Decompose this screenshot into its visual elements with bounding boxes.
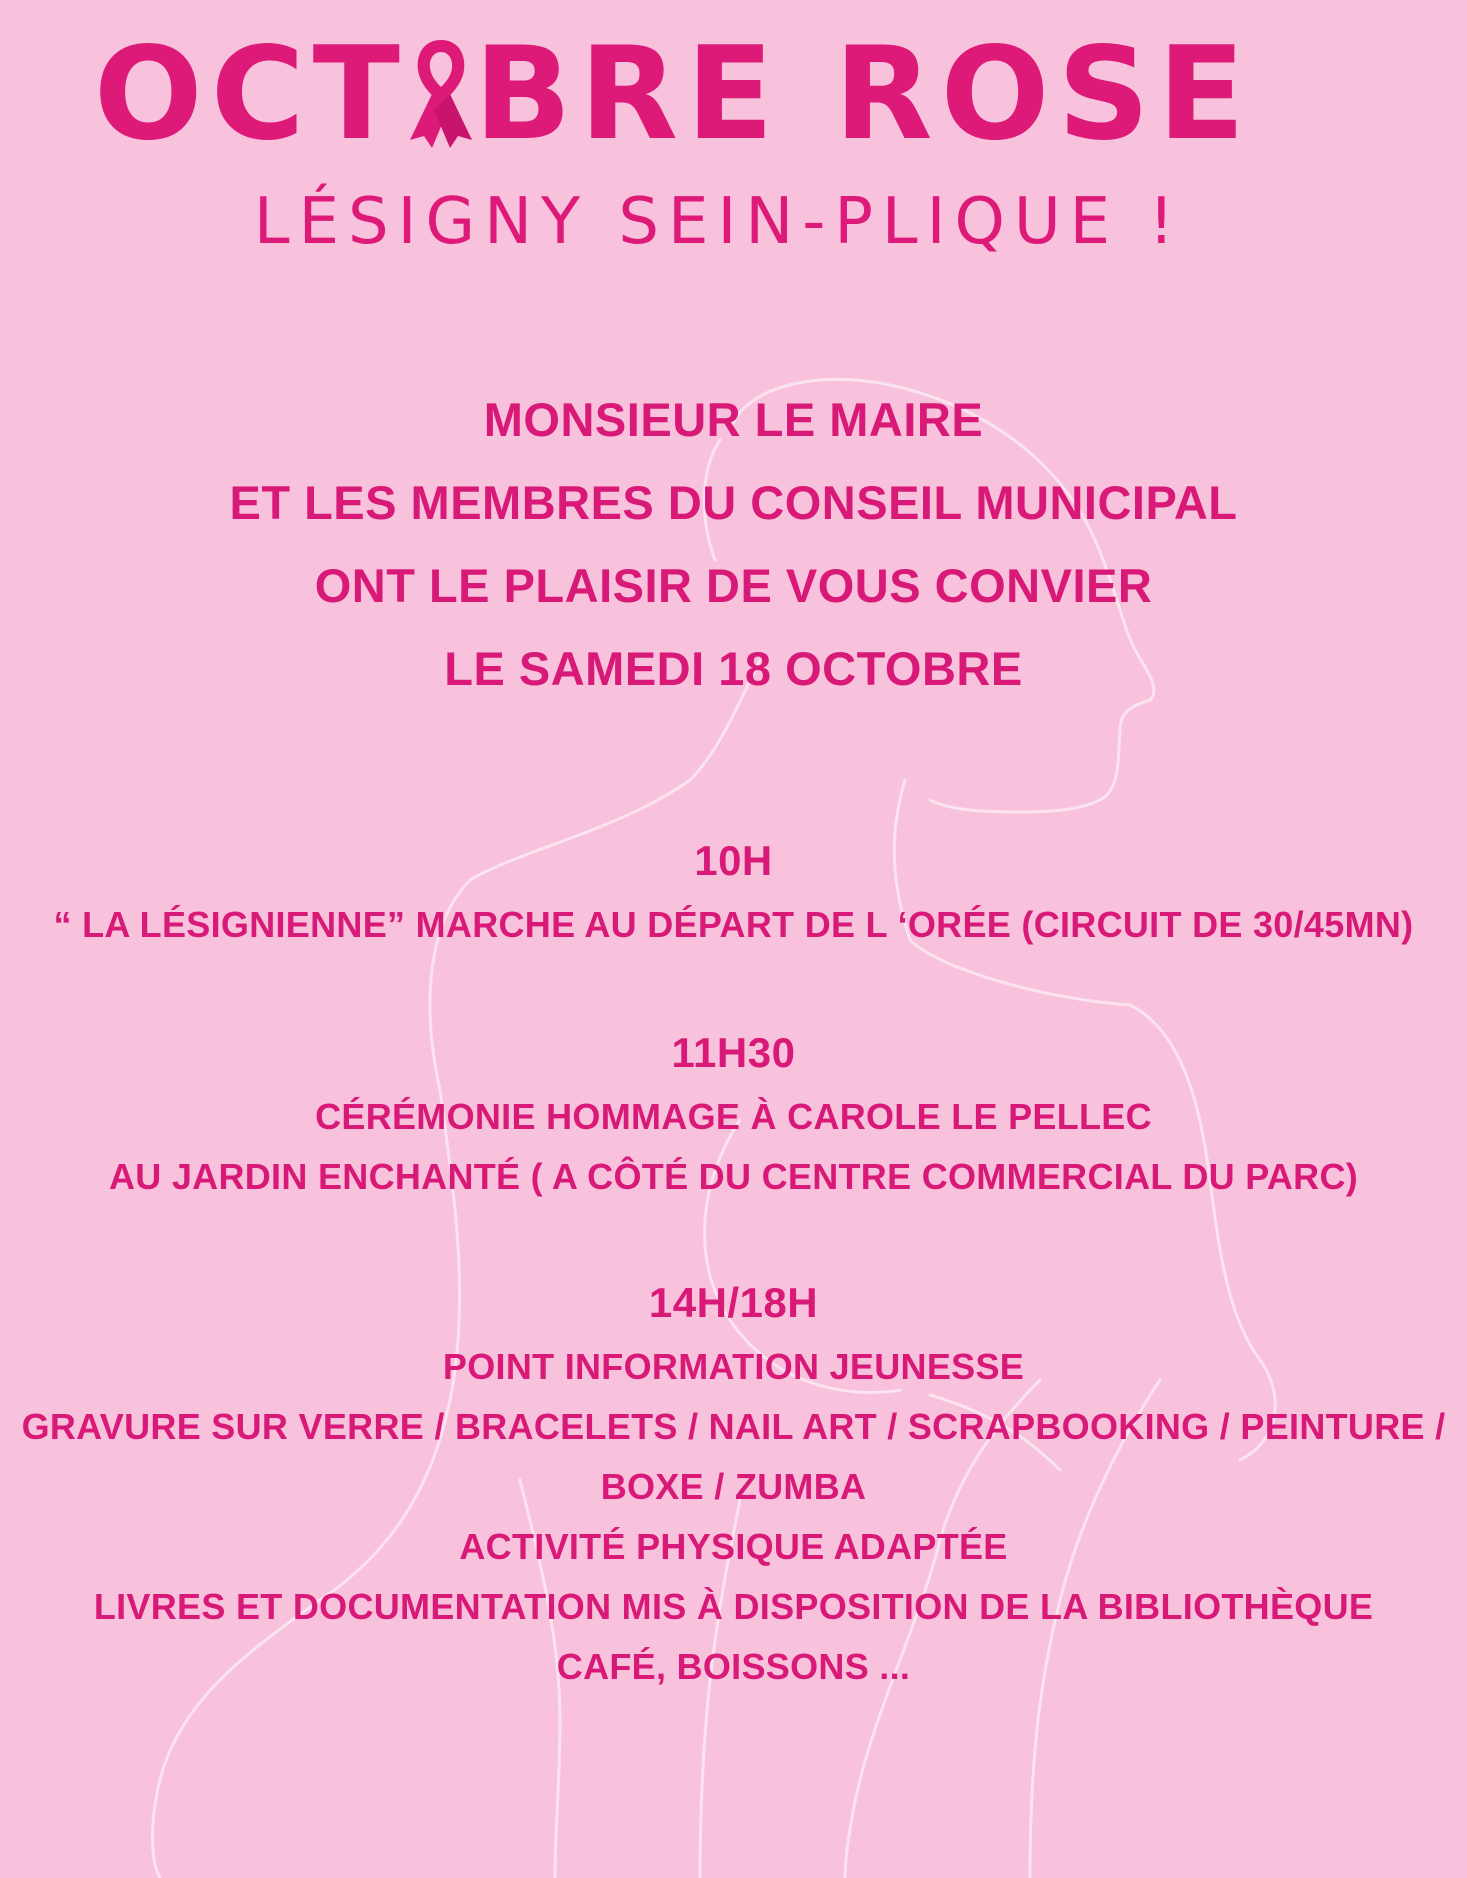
schedule-line: AU JARDIN ENCHANTÉ ( A CÔTÉ DU CENTRE COMMERCIAL DU PARC) xyxy=(108,1156,1359,1197)
schedule-line: ACTIVITÉ PHYSIQUE ADAPTÉE xyxy=(459,1526,1008,1567)
header xyxy=(0,20,1467,262)
schedule-line: BOXE / ZUMBA xyxy=(600,1466,867,1507)
invitation-line: LE SAMEDI 18 OCTOBRE xyxy=(444,642,1023,695)
schedule-line: POINT INFORMATION JEUNESSE xyxy=(442,1346,1025,1387)
title-part1: OCT xyxy=(93,20,408,169)
invitation-line: ET LES MEMBRES DU CONSEIL MUNICIPAL xyxy=(229,476,1238,529)
schedule-time: 10H xyxy=(694,837,773,884)
schedule-time: 11H30 xyxy=(671,1029,796,1076)
event-title xyxy=(94,20,1253,182)
title-part2: BRE ROSE xyxy=(473,20,1254,169)
schedule-line: LIVRES ET DOCUMENTATION MIS À DISPOSITION DE LA BIBLIOTHÈQUE xyxy=(93,1586,1374,1627)
schedule-line: GRAVURE SUR VERRE / BRACELETS / NAIL ART / SCRAPBOOKING / PEINTURE / xyxy=(21,1406,1446,1447)
pink-ribbon-icon xyxy=(402,32,480,182)
schedule-line: “ LA LÉSIGNIENNE” MARCHE AU DÉPART DE L ‘ORÉE (CIRCUIT DE 30/45MN) xyxy=(53,904,1414,945)
schedule-time: 14H/18H xyxy=(648,1279,819,1326)
invitation-line: ONT LE PLAISIR DE VOUS CONVIER xyxy=(314,559,1153,612)
invitation-text xyxy=(0,378,1467,710)
schedule-line: CÉRÉMONIE HOMMAGE À CAROLE LE PELLEC xyxy=(315,1096,1152,1137)
schedule-line: CAFÉ, BOISSONS ... xyxy=(556,1646,911,1687)
invitation-line: MONSIEUR LE MAIRE xyxy=(483,393,984,446)
event-subtitle: LÉSIGNY SEIN-PLIQUE ! xyxy=(253,185,1184,259)
